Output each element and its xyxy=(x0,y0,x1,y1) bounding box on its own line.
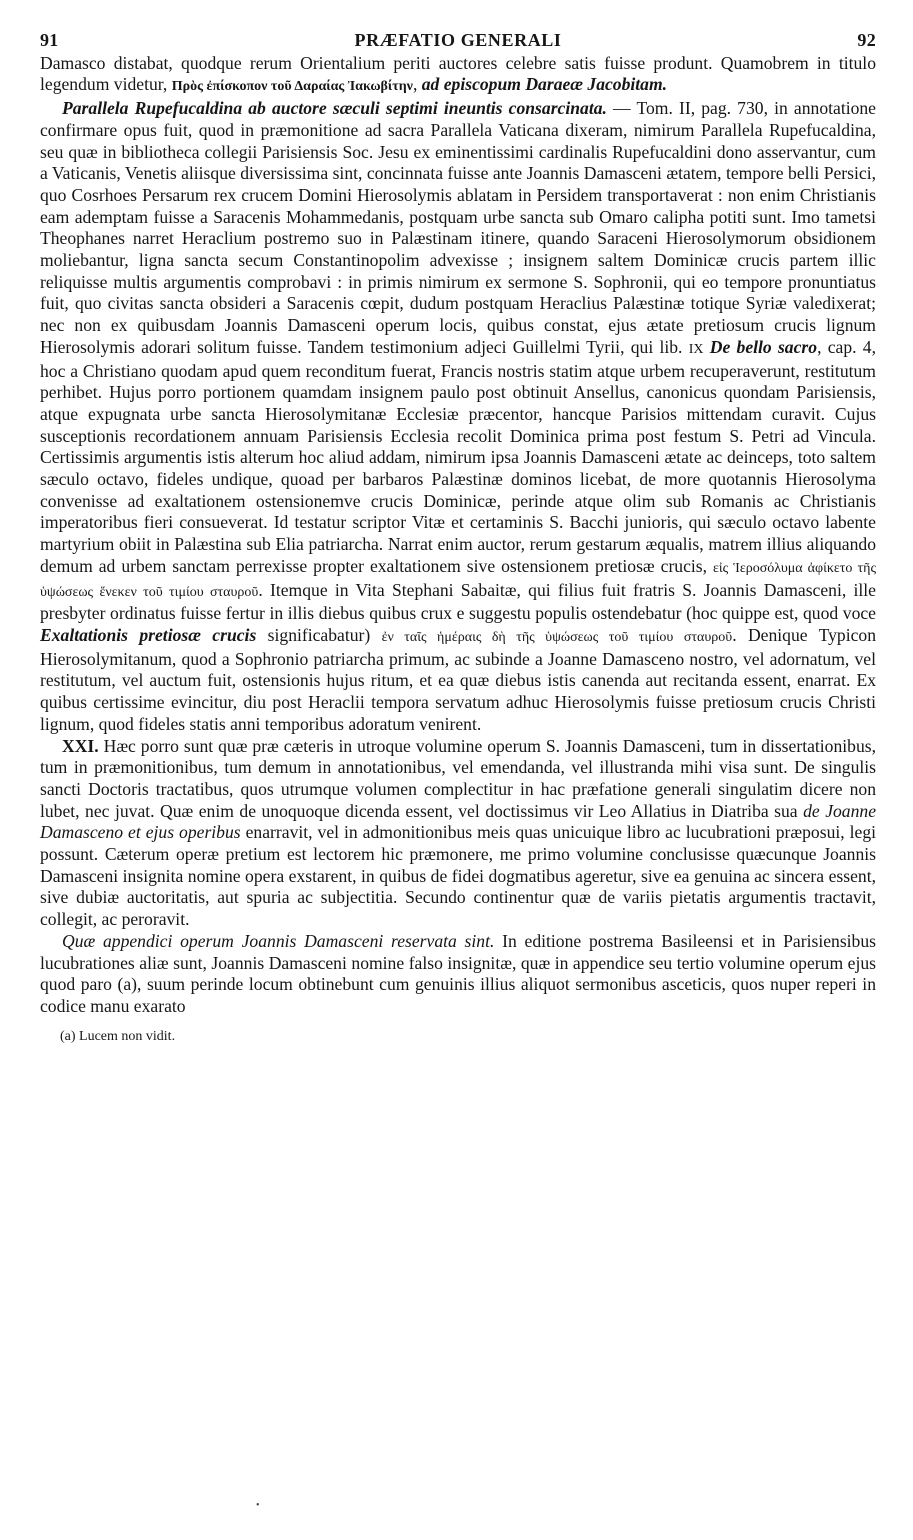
paragraph-p2 xyxy=(40,98,876,735)
text-run: In editione postrema Basileensi et in Parisiensibus lucubrationes aliæ sunt, Joannis Damasceni nomine falso insignitæ, quæ in appendice seu tertio volumine operum ejus quod paro (a), suum perinde locum obtinebunt cum genuinis illius aliquot sermonibus asceticis, quos nuper reperi in codice manu exarato xyxy=(40,930,876,1016)
text-run: . Denique Typicon Hierosolymitanum, quod a Sophronio patriarcha primum, ac subinde a Joanne Damasceno nostro, vel adornatum, vel restitutum, vel auctum fuit, ostensionis hujus ritum, et ea quæ diebus istis canenda aut recitanda essent, enarrat. Ex quibus certissime evincitur, diu post Heraclii tempora servatum adhuc Hierosolymis fuisse pretiosum crucis Christi lignum, quod fideles statis anni temporibus adoratum venirent. xyxy=(40,624,877,734)
page-number-right: 92 xyxy=(857,30,876,50)
paragraph-p1 xyxy=(40,53,876,98)
text-run: XXI. xyxy=(62,735,99,756)
text-run: Hæc porro sunt quæ præ cæteris in utroque volumine operum S. Joannis Damasceni, tum in dissertationibus, tum in præmonitionibus, tum demum in annotationibus, vel emendanda, vel illustranda mihi visa sunt. De singulis sancti Doctoris tractatibus, quos utrumque volumen complectitur in hac præfatione generali singulatim dicere non lubet, nec juvat. Quæ enim de unoquoque dicenda essent, vel doctissimus vir Leo Allatius in Diatriba sua xyxy=(40,735,876,821)
page xyxy=(40,30,876,1046)
text-run: — Tom. II, pag. 730, in annotatione confirmare opus fuit, quod in præmonitione ad sacra Parallela Vaticana dixeram, nimirum Parallela Rupefucaldina, seu quæ in bibliotheca collegii Parisiensis Soc. Jesu ex eminentissimi cardinalis Rupefucaldini dono asservantur, cum a Vaticanis, Venetis aliisque diversissima sint, concinnata fuisse ante Joannis Damasceni ætatem, tempore belli Persici, quo Cosrhoes Persarum rex crucem Domini Hierosolymis ablatam in Persidem transportaverat : non enim Christianis eam ademptam fuisse a Saracenis Mohammedanis, postquam urbe sancta sub Omaro calipha potiti sunt. Imo tametsi Theophanes narret Heraclium postremo suo in Palæstinam itinere, quando Saraceni Hierosolymorum obsidionem moliebantur, ligna sancta secum Constantinopolim advexisse ; insignem saltem Dominicæ crucis partem illic reliquisse multis argumentis comprobavi : in primis nimirum ex sermone S. Sophronii, qui eo tempore pronuntiatus fuit, quo civitas sancta obsideri a Saracenis cœpit, dudum postquam Heraclius Palæstinæ totique Syriæ valedixerat; nec non ex quibusdam Joannis Damasceni operum locis, quibus constat, ejus ætate pretiosum crucis lignum Hierosolymis adorari solitum fuisse. Tandem testimonium adjeci Guillelmi Tyrii, qui lib. xyxy=(40,98,876,357)
text-run: IX xyxy=(688,341,704,357)
text-run: εἰς Ἱεροσόλυμα ἀφίκετο τῆς ὑψώσεως ἕνεκεν τοῦ τιμίου σταυροῦ xyxy=(40,560,876,600)
footnote: (a) Lucem non vidit. xyxy=(60,1028,176,1044)
paragraph-p4 xyxy=(40,931,876,1018)
running-head xyxy=(40,30,876,52)
text-run: de Joanne Damasceno et ejus operibus xyxy=(40,800,877,843)
running-title: PRÆFATIO GENERALI xyxy=(354,30,562,50)
text-run: , xyxy=(412,74,422,95)
text-run: Exaltationis pretiosæ crucis xyxy=(40,624,257,645)
stray-ink-mark: • xyxy=(256,1500,260,1511)
text-run: significabatur) xyxy=(256,624,382,645)
text-run: Damasco distabat, quodque rerum Orientalium periti auctores celebre satis fuisse produnt. Quamobrem in titulo legendum videtur, xyxy=(40,52,876,95)
text-run: . Itemque in Vita Stephani Sabaitæ, qui filius fuit fratris S. Joannis Damasceni, ille presbyter ordinatus fuisse fertur in illis diebus quibus crux e suggestu populis ostendebatur (hoc quippe est, quod voce xyxy=(40,579,876,624)
text-run: ad episcopum Daraeæ Jacobitam. xyxy=(421,74,668,95)
text-run: enarravit, vel in admonitionibus meis quas unicuique libro ac lucubrationi præposui, legi possunt. Cæterum operæ pretium est lectorem hic præmonere, me primo volumine conclusisse quæcunque Joannis Damasceni insignita nomine opera exstarent, in quibus de fidei dogmatibus ageretur, sive ea genuina ac sincera essent, sive dubiæ auctoritatis, aut spuria ac subjectitia. Secundo continentur quæ de variis pietatis argumentis tractavit, collegit, ac peroravit. xyxy=(40,822,877,930)
text-run: , cap. 4, hoc a Christiano quodam apud quem reconditum fuerat, Francis nostris statim atque urbem recuperaverunt, restitutum perhibet. Hujus porro portionem quamdam insignem paulo post obtinuit Ansellus, canonicus quondam Parisiensis, atque expugnata urbe sancta Hierosolymitanæ Ecclesiæ præcentor, hancque Parisios mittendam curavit. Cujus susceptionis recordationem annuam Parisiensis Ecclesia recolit Dominica prima post festum S. Petri ad Vincula. Certissimis argumentis istis alterum hoc aliud addam, nimirum ipsa Joannis Damasceni ætate ac deinceps, toto saltem sæculo octavo, fideles undique, quoad per barbaros Palæstinæ dominos licebat, de more quotannis Hierosolyma convenisse ad exaltationem ostensionemve crucis Dominicæ, perinde atque olim sub Romanis ac Christianis imperatoribus fieri consueverat. Id testatur scriptor Vitæ et certaminis S. Bacchi junioris, qui sæculo octavo labente martyrium obiit in Palæstina sub Elia patriarcha. Narrat enim auctor, rerum gestarum æqualis, matrem illius aliquando demum ad urbem sanctam perrexisse propter exaltationem sive ostensionem pretiosæ crucis, xyxy=(40,336,876,576)
paragraph-p3 xyxy=(40,736,876,931)
text-run: ἐν ταῖς ἡμέραις δὴ τῆς ὑψώσεως τοῦ τιμίου σταυροῦ xyxy=(381,629,733,645)
page-number-left: 91 xyxy=(40,30,59,50)
text-run: Parallela Rupefucaldina ab auctore sæculi septimi ineuntis consarcinata. xyxy=(62,98,607,119)
text-run: Quæ appendici operum Joannis Damasceni reservata sint. xyxy=(62,930,495,951)
text-run: Πρὸς ἐπίσκοπον τοῦ Δαραίας Ἰακωβίτην xyxy=(171,79,413,95)
body-text xyxy=(40,53,876,1018)
text-run: De bello sacro xyxy=(709,336,818,357)
